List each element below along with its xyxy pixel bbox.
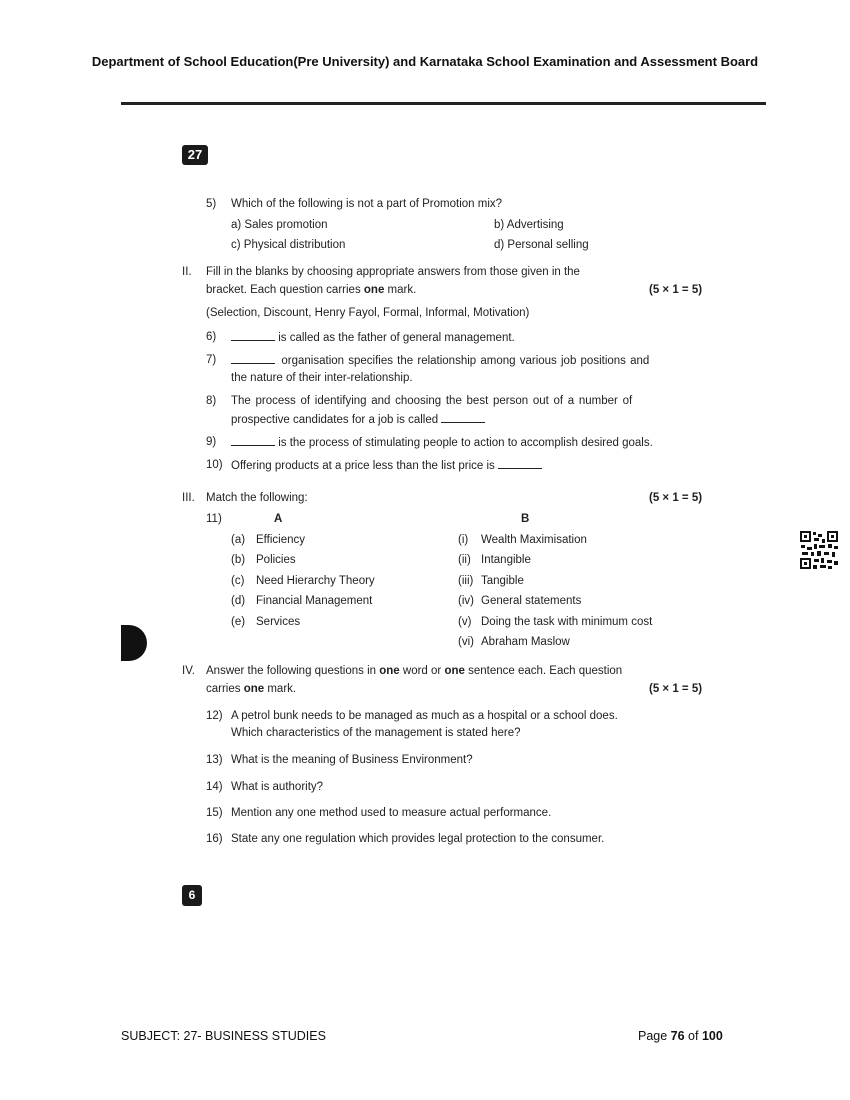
q14-text: What is authority?: [231, 781, 324, 793]
q12-line1: A petrol bunk needs to be managed as much as a hospital or a school does.: [231, 710, 618, 722]
match-left-text: Services: [256, 616, 301, 628]
page-header: Department of School Education(Pre University) and Karnataka School Examination and Assessment Board: [91, 54, 759, 69]
section-2-instruction-line1: Fill in the blanks by choosing appropriate answers from those given in the: [206, 266, 580, 278]
section-4-instruction-line2: carries one mark.: [206, 683, 297, 695]
match-right-text: Intangible: [481, 554, 531, 566]
section-2-number: II.: [182, 266, 192, 278]
q16-number: 16): [206, 833, 223, 845]
q13-text: What is the meaning of Business Environment?: [231, 754, 473, 766]
q9-number: 9): [206, 436, 217, 448]
q8-number: 8): [206, 395, 217, 407]
q5-option-b: b) Advertising: [494, 219, 564, 231]
q6-blank: [231, 329, 275, 341]
column-a-heading: A: [274, 513, 283, 525]
q6-line: is called as the father of general management.: [231, 329, 515, 347]
section-badge-27: 27: [182, 145, 208, 165]
match-right-text: General statements: [481, 595, 582, 607]
q10-blank: [498, 457, 542, 469]
q9-line: is the process of stimulating people to action to accomplish desired goals.: [231, 434, 653, 452]
q6-number: 6): [206, 331, 217, 343]
q7-blank: [231, 352, 275, 364]
match-left-text: Policies: [256, 554, 296, 566]
match-right-label: (iv): [458, 595, 474, 607]
q15-number: 15): [206, 807, 223, 819]
match-right-label: (v): [458, 616, 472, 628]
q10-number: 10): [206, 459, 223, 471]
match-left-text: Financial Management: [256, 595, 373, 607]
section-3-marks: (5 × 1 = 5): [649, 492, 703, 504]
footer-page-number: Page 76 of 100: [638, 1029, 723, 1043]
match-right-text: Abraham Maslow: [481, 636, 570, 648]
match-left-text: Need Hierarchy Theory: [256, 575, 375, 587]
match-right-label: (vi): [458, 636, 474, 648]
q8-line2: prospective candidates for a job is called: [231, 411, 485, 429]
footer-subject: SUBJECT: 27- BUSINESS STUDIES: [121, 1029, 326, 1043]
section-4-number: IV.: [182, 665, 196, 677]
q5-option-c: c) Physical distribution: [231, 239, 346, 251]
q7-line2: the nature of their inter-relationship.: [231, 372, 413, 384]
q12-line2: Which characteristics of the management is stated here?: [231, 727, 521, 739]
match-right-text: Wealth Maximisation: [481, 534, 587, 546]
match-left-text: Efficiency: [256, 534, 306, 546]
section-2-instruction-line2: bracket. Each question carries one mark.: [206, 284, 417, 296]
q15-text: Mention any one method used to measure actual performance.: [231, 807, 552, 819]
section-3-title: Match the following:: [206, 492, 308, 504]
section-2-marks: (5 × 1 = 5): [649, 284, 703, 296]
q11-number: 11): [206, 513, 222, 525]
q7-line1: organisation specifies the relationship among various job positions and: [231, 352, 649, 370]
q7-number: 7): [206, 354, 217, 366]
section-2-options: (Selection, Discount, Henry Fayol, Formal, Informal, Motivation): [206, 307, 530, 319]
q14-number: 14): [206, 781, 223, 793]
side-tab-marker: [121, 625, 147, 661]
q8-line1: The process of identifying and choosing the best person out of a number of: [231, 395, 633, 407]
q5-option-d: d) Personal selling: [494, 239, 589, 251]
match-right-text: Doing the task with minimum cost: [481, 616, 653, 628]
match-right-label: (ii): [458, 554, 471, 566]
header-rule: [121, 102, 766, 105]
q12-number: 12): [206, 710, 223, 722]
match-left-label: (b): [231, 554, 246, 566]
page-badge-6: 6: [182, 885, 202, 906]
match-right-label: (i): [458, 534, 469, 546]
qr-code-icon: [799, 530, 839, 570]
match-left-label: (e): [231, 616, 246, 628]
q5-option-a: a) Sales promotion: [231, 219, 328, 231]
q9-blank: [231, 434, 275, 446]
match-right-label: (iii): [458, 575, 474, 587]
section-4-instruction-line1: Answer the following questions in one word or one sentence each. Each question: [206, 665, 623, 677]
match-left-label: (d): [231, 595, 246, 607]
match-left-label: (a): [231, 534, 246, 546]
q5-text: Which of the following is not a part of Promotion mix?: [231, 198, 503, 210]
q5-number: 5): [206, 198, 217, 210]
q16-text: State any one regulation which provides legal protection to the consumer.: [231, 833, 605, 845]
section-4-marks: (5 × 1 = 5): [649, 683, 703, 695]
section-3-number: III.: [182, 492, 195, 504]
q13-number: 13): [206, 754, 223, 766]
match-left-label: (c): [231, 575, 245, 587]
q8-blank: [441, 411, 485, 423]
q10-line: Offering products at a price less than the list price is: [231, 457, 542, 475]
column-b-heading: B: [521, 513, 530, 525]
match-right-text: Tangible: [481, 575, 524, 587]
